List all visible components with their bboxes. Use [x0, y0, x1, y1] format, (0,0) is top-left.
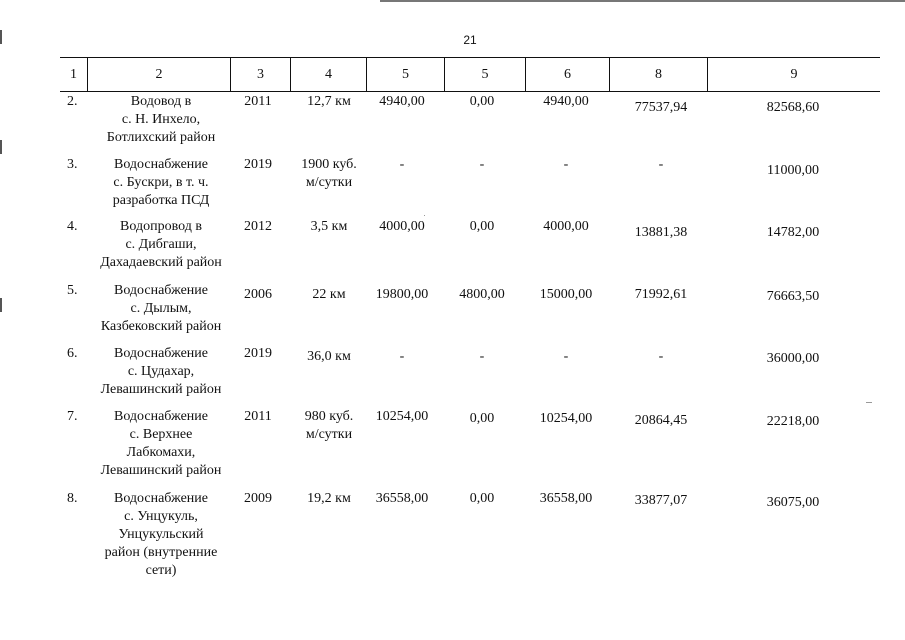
row-number: 3. [67, 157, 78, 172]
object-name: Водовод в с. Н. Инхело, Ботлихский район [106, 94, 216, 145]
value-cell: 36558,00 [539, 491, 593, 506]
value-cell: 4800,00 [459, 287, 505, 302]
capacity-cell: 12,7 км [307, 94, 351, 109]
margin-mark [0, 298, 2, 312]
column-header: 3 [230, 58, 290, 91]
value-cell: 0,00 [469, 411, 495, 426]
margin-mark [0, 30, 2, 44]
scan-speck [424, 215, 425, 216]
object-name: Водопровод в с. Дибгаши, Дахадаевский район [100, 219, 222, 270]
capacity-cell: 1900 куб. м/сутки [301, 157, 357, 190]
value-cell: 13881,38 [634, 225, 688, 240]
year-cell: 2009 [244, 491, 272, 506]
value-cell: - [658, 349, 664, 364]
capacity-cell: 36,0 км [307, 349, 351, 364]
column-header: 5 [444, 58, 525, 91]
object-name: Водоснабжение с. Дылым, Казбековский район [100, 283, 222, 334]
value-cell: - [399, 157, 405, 172]
value-cell: - [658, 157, 664, 172]
year-cell: 2012 [244, 219, 272, 234]
value-cell: - [563, 349, 569, 364]
value-cell: 4940,00 [543, 94, 589, 109]
table-header-row [60, 57, 880, 92]
value-cell: 36075,00 [766, 495, 820, 510]
value-cell: 4000,00 [379, 219, 425, 234]
value-cell: 10254,00 [539, 411, 593, 426]
column-header: 4 [290, 58, 366, 91]
value-cell: - [563, 157, 569, 172]
column-header: 6 [525, 58, 609, 91]
column-header: 9 [707, 58, 880, 91]
value-cell: 36000,00 [766, 351, 820, 366]
capacity-cell: 3,5 км [310, 219, 348, 234]
row-number: 5. [67, 283, 78, 298]
year-cell: 2011 [244, 94, 272, 109]
top-edge-rule [380, 0, 905, 2]
value-cell: 33877,07 [634, 493, 688, 508]
object-name: Водоснабжение с. Унцукуль, Унцукульский район (внутренние сети) [104, 491, 218, 578]
value-cell: 4940,00 [379, 94, 425, 109]
column-header: 2 [87, 58, 230, 91]
row-number: 4. [67, 219, 78, 234]
value-cell: 0,00 [469, 219, 495, 234]
column-header: 5 [366, 58, 444, 91]
value-cell: 15000,00 [539, 287, 593, 302]
value-cell: 0,00 [469, 491, 495, 506]
object-name: Водоснабжение с. Цудахар, Левашинский район [100, 346, 222, 397]
year-cell: 2006 [244, 287, 272, 302]
value-cell: 4000,00 [543, 219, 589, 234]
value-cell: - [399, 349, 405, 364]
value-cell: 22218,00 [766, 414, 820, 429]
year-cell: 2019 [244, 157, 272, 172]
row-number: 2. [67, 94, 78, 109]
object-name: Водоснабжение с. Бускри, в т. ч. разработка ПСД [112, 157, 210, 208]
year-cell: 2019 [244, 346, 272, 361]
column-header: 8 [609, 58, 707, 91]
row-number: 7. [67, 409, 78, 424]
row-number: 6. [67, 346, 78, 361]
capacity-cell: 980 куб. м/сутки [304, 409, 354, 442]
value-cell: 0,00 [469, 94, 495, 109]
value-cell: 71992,61 [634, 287, 688, 302]
value-cell: 36558,00 [375, 491, 429, 506]
value-cell: - [479, 349, 485, 364]
capacity-cell: 19,2 км [307, 491, 351, 506]
value-cell: 11000,00 [767, 163, 819, 178]
object-name: Водоснабжение с. Верхнее Лабкомахи, Левашинский район [100, 409, 222, 478]
value-cell: 76663,50 [766, 289, 820, 304]
value-cell: 20864,45 [634, 413, 688, 428]
row-number: 8. [67, 491, 78, 506]
page-number: 21 [463, 33, 477, 47]
capacity-cell: 22 км [312, 287, 346, 302]
value-cell: 19800,00 [375, 287, 429, 302]
column-header: 1 [70, 67, 77, 82]
value-cell: 82568,60 [766, 100, 820, 115]
value-cell: 14782,00 [766, 225, 820, 240]
value-cell: 10254,00 [375, 409, 429, 424]
margin-mark [0, 140, 2, 154]
scan-speck [866, 402, 872, 403]
year-cell: 2011 [244, 409, 272, 424]
value-cell: - [479, 157, 485, 172]
value-cell: 77537,94 [634, 100, 688, 115]
